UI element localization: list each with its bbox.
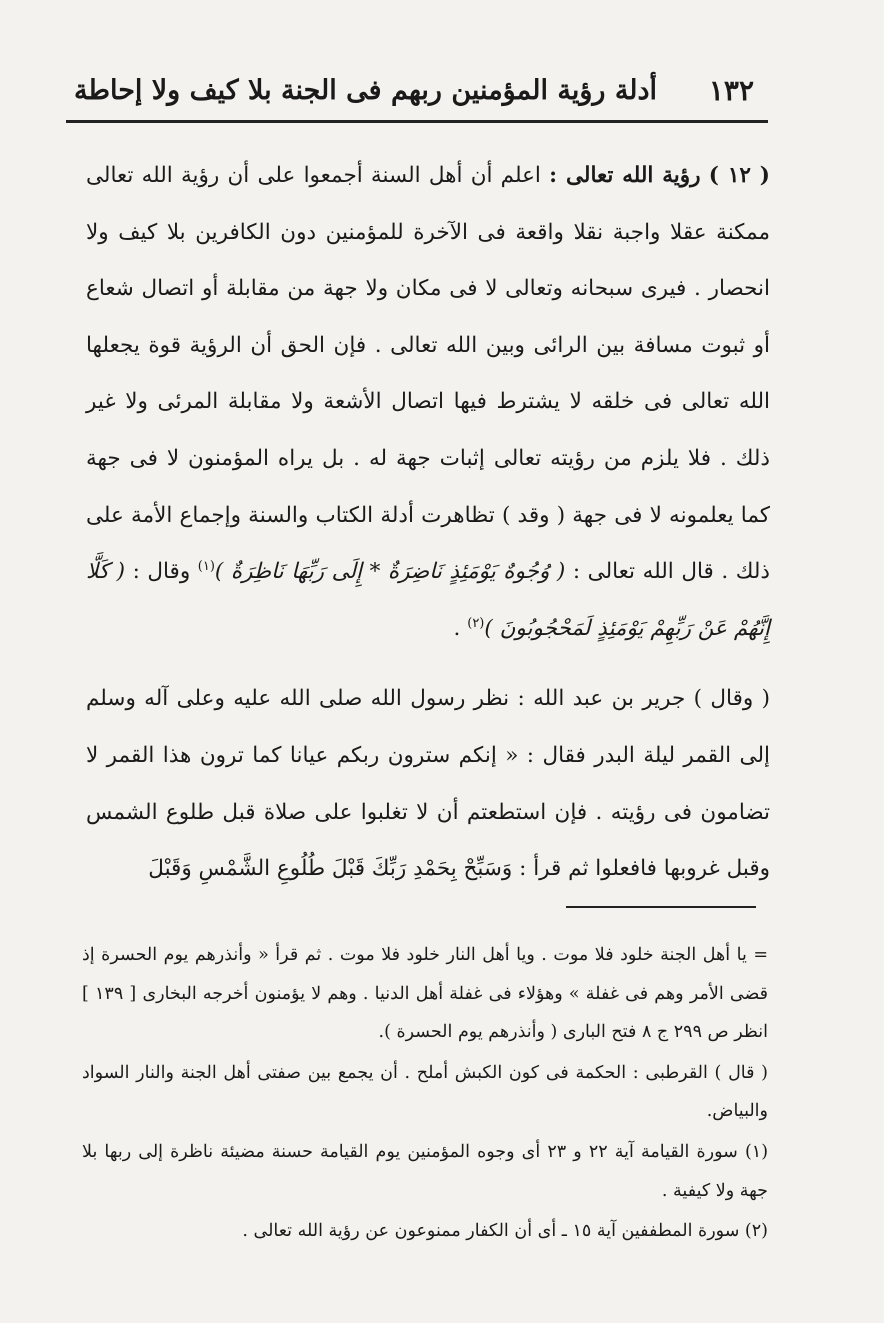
paragraph-1 <box>86 148 770 657</box>
paragraph-2: ( وقال ) جرير بن عبد الله : نظر رسول الله صلى الله عليه وعلى آله وسلم إلى القمر ليلة البدر فقال : « إنكم سترون ربكم عيانا كما ترون هذا القمر لا تضامون فى رؤيته . فإن استطعتم أن لا تغلبوا على صلاة قبل طلوع الشمس وقبل غروبها فافعلوا ثم قرأ : وَسَبِّحْ بِحَمْدِ رَبِّكَ قَبْلَ طُلُوعِ الشَّمْسِ وَقَبْلَ <box>86 686 770 882</box>
page-number: ١٣٢ <box>708 73 754 107</box>
footnotes <box>82 936 768 1251</box>
section-heading: رؤية الله تعالى : <box>549 163 701 188</box>
main-text <box>86 148 770 898</box>
section-number: ( ١٢ ) <box>708 163 770 188</box>
footnote-separator <box>566 906 756 908</box>
footnote-continuation-2: ( قال ) القرطبى : الحكمة فى كون الكبش أملح . أن يجمع بين صفتى أهل الجنة والنار السواد والبياض. <box>82 1062 768 1122</box>
quran-verse-2: ( كَلَّا إِنَّهُمْ عَنْ رَبِّهِمْ يَوْمَئِذٍ لَمَحْجُوبُونَ ) <box>86 559 770 641</box>
footnote-continuation-1: = يا أهل الجنة خلود فلا موت . ويا أهل النار خلود فلا موت . ثم قرأ « وأنذرهم يوم الحسرة إذ قضى الأمر وهم فى غفلة » وهؤلاء فى غفلة أهل الدنيا . وهم لا يؤمنون أخرجه البخارى [ ١٣٩ ] انظر ص ٢٩٩ ج ٨ فتح البارى ( وأنذرهم يوم الحسرة ). <box>82 945 769 1043</box>
footnote-ref-2: (٢) <box>467 615 485 631</box>
paragraph-1-text: اعلم أن أهل السنة أجمعوا على أن رؤية الله تعالى ممكنة عقلا واجبة نقلا واقعة فى الآخرة للمؤمنين دون الكافرين بلا كيف ولا انحصار . فيرى سبحانه وتعالى لا فى مكان ولا جهة من مقابلة أو اتصال شعاع أو ثبوت مسافة بين الرائى وبين الله تعالى . فإن الحق أن الرؤية قوة يجعلها الله تعالى فى خلقه لا يشترط فيها اتصال الأشعة ولا مقابلة المرئى ولا غير ذلك . فلا يلزم من رؤيته تعالى إثبات جهة له . بل يراه المؤمنون لا فى جهة كما يعلمونه لا فى جهة ( وقد ) تظاهرت أدلة الكتاب والسنة وإجماع الأمة على ذلك . قال الله تعالى : <box>86 163 770 585</box>
header-rule <box>66 120 768 123</box>
footnote-1: (١) سورة القيامة آية ٢٢ و ٢٣ أى وجوه المؤمنين يوم القيامة حسنة مضيئة ناظرة إلى ربها بلا جهة ولا كيفية . <box>82 1141 769 1201</box>
paragraph-1-end: . <box>453 615 461 641</box>
page-header <box>66 62 766 118</box>
running-title: أدلة رؤية المؤمنين ربهم فى الجنة بلا كيف ولا إحاطة <box>74 74 658 106</box>
quran-verse-1: ( وُجُوهٌ يَوْمَئِذٍ نَاضِرَةٌ * إِلَى رَبِّهَا نَاظِرَةٌ ) <box>214 559 566 585</box>
footnote-ref-1: (١) <box>197 559 215 574</box>
footnote-2: (٢) سورة المطففين آية ١٥ ـ أى أن الكفار ممنوعون عن رؤية الله تعالى . <box>242 1221 768 1242</box>
paragraph-1-connector: وقال : <box>132 559 191 585</box>
